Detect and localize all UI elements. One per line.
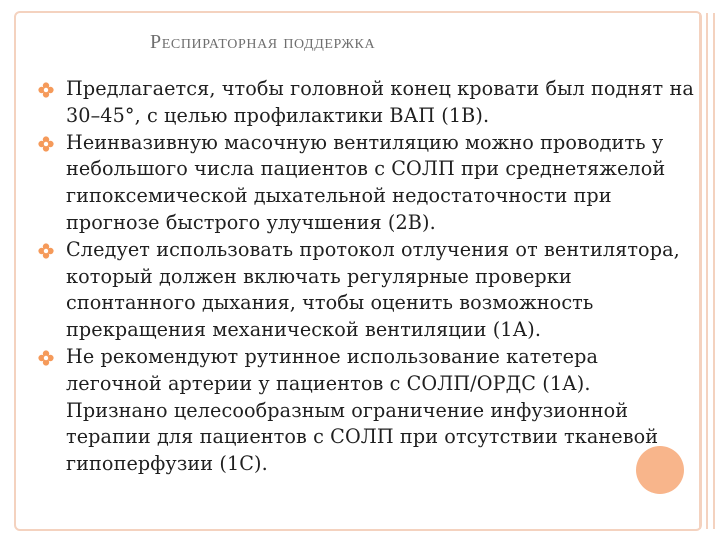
bullet-item [38,344,698,478]
decorative-circle [636,446,684,494]
bullet-list [38,76,698,478]
bullet-text: Не рекомендуют рутинное использование катетера легочной артерии у пациентов с СОЛП/ОРДС (1А). Признано целесообразным ограничение инфузионной терапии для пациентов с СОЛП при отсутствии тканевой гипоперфузии (1С). [66,344,659,476]
flower-bullet-icon [38,82,54,98]
bullet-item [38,130,698,237]
slide-title: Респираторная поддержка [150,31,376,53]
bullet-text: Следует использовать протокол отлучения от вентилятора, который должен включать регулярные проверки спонтанного дыхания, чтобы оценить возможность прекращения механической вентиляции (1А). [66,237,680,342]
bullet-item [38,76,698,130]
flower-bullet-icon [38,136,54,152]
frame-decor-line [699,13,701,529]
flower-bullet-icon [38,243,54,259]
frame-decor-line [713,13,715,529]
bullet-text: Предлагается, чтобы головной конец кровати был поднят на 30–45°, с целью профилактики ВАП (1В). [66,77,694,127]
frame-decor-line [706,13,708,529]
bullet-item [38,237,698,344]
bullet-text: Неинвазивную масочную вентиляцию можно проводить у небольшого числа пациентов с СОЛП при среднетяжелой гипоксемической дыхательной недостаточности при прогнозе быстрого улучшения (2В). [66,130,666,234]
flower-bullet-icon [38,350,54,366]
